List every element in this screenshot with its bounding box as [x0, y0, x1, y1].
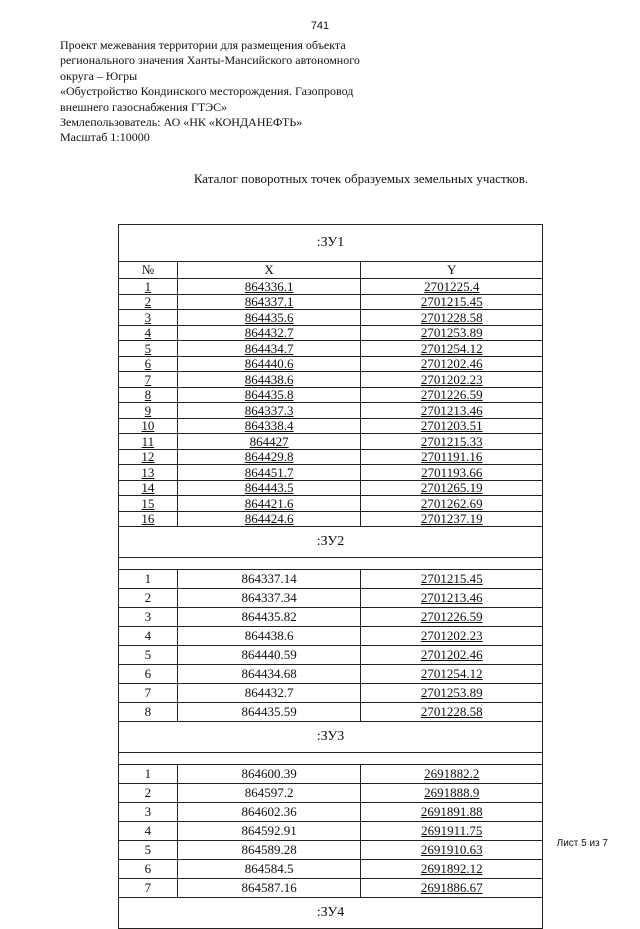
point-number: 2 [119, 294, 178, 310]
table-header-row [119, 262, 543, 279]
point-number: 13 [119, 465, 178, 481]
spacer-cell [119, 753, 543, 765]
header-line: Землепользователь: АО «НК «КОНДАНЕФТЬ» [60, 115, 303, 130]
section-title: :ЗУ4 [119, 898, 543, 929]
header-line: округа – Югры [60, 68, 138, 83]
table-row [119, 784, 543, 803]
y-coordinate: 2691911.75 [361, 822, 543, 841]
x-coordinate: 864451.7 [177, 465, 361, 481]
x-coordinate: 864427 [177, 434, 361, 450]
point-number: 12 [119, 449, 178, 465]
point-number: 1 [119, 765, 178, 784]
column-header-y: Y [361, 262, 543, 279]
y-coordinate: 2701203.51 [361, 418, 543, 434]
sheet-label: Лист 5 из 7 [556, 838, 608, 849]
x-coordinate: 864337.1 [177, 294, 361, 310]
x-coordinate: 864337.34 [177, 589, 361, 608]
table-row [119, 765, 543, 784]
x-coordinate: 864435.59 [177, 703, 361, 722]
x-coordinate: 864429.8 [177, 449, 361, 465]
table-row [119, 665, 543, 684]
point-number: 2 [119, 784, 178, 803]
point-number: 5 [119, 841, 178, 860]
y-coordinate: 2701202.46 [361, 646, 543, 665]
x-coordinate: 864435.8 [177, 387, 361, 403]
point-number: 3 [119, 803, 178, 822]
document-header [60, 38, 480, 146]
table-row [119, 418, 543, 434]
y-coordinate: 2691882.2 [361, 765, 543, 784]
x-coordinate: 864438.6 [177, 372, 361, 388]
table-row [119, 703, 543, 722]
catalog-title [0, 171, 640, 187]
x-coordinate: 864597.2 [177, 784, 361, 803]
section-title-row [119, 722, 543, 753]
spacer-row [119, 558, 543, 570]
y-coordinate: 2701215.45 [361, 570, 543, 589]
point-number: 6 [119, 665, 178, 684]
x-coordinate: 864424.6 [177, 511, 361, 527]
point-number: 4 [119, 627, 178, 646]
table-row [119, 608, 543, 627]
y-coordinate: 2701193.66 [361, 465, 543, 481]
x-coordinate: 864443.5 [177, 480, 361, 496]
spacer-row [119, 753, 543, 765]
point-number: 9 [119, 403, 178, 419]
table-row [119, 465, 543, 481]
point-number: 15 [119, 496, 178, 512]
table-row [119, 434, 543, 450]
table-row [119, 511, 543, 527]
point-number: 4 [119, 822, 178, 841]
section-title: :ЗУ1 [119, 225, 543, 262]
y-coordinate: 2691891.88 [361, 803, 543, 822]
y-coordinate: 2701225.4 [361, 279, 543, 295]
y-coordinate: 2701265.19 [361, 480, 543, 496]
table-row [119, 803, 543, 822]
y-coordinate: 2701226.59 [361, 608, 543, 627]
table-row [119, 822, 543, 841]
table-row [119, 627, 543, 646]
x-coordinate: 864337.3 [177, 403, 361, 419]
table-row [119, 387, 543, 403]
x-coordinate: 864338.4 [177, 418, 361, 434]
y-coordinate: 2701202.23 [361, 627, 543, 646]
point-number: 5 [119, 646, 178, 665]
point-number: 7 [119, 879, 178, 898]
x-coordinate: 864432.7 [177, 325, 361, 341]
y-coordinate: 2701215.33 [361, 434, 543, 450]
section-title: :ЗУ3 [119, 722, 543, 753]
table-row [119, 341, 543, 357]
y-coordinate: 2701253.89 [361, 325, 543, 341]
y-coordinate: 2691888.9 [361, 784, 543, 803]
x-coordinate: 864440.59 [177, 646, 361, 665]
table-row [119, 279, 543, 295]
y-coordinate: 2701254.12 [361, 341, 543, 357]
x-coordinate: 864432.7 [177, 684, 361, 703]
x-coordinate: 864434.68 [177, 665, 361, 684]
table-row [119, 356, 543, 372]
table-row [119, 310, 543, 326]
section-title-row [119, 898, 543, 929]
x-coordinate: 864440.6 [177, 356, 361, 372]
point-number: 3 [119, 608, 178, 627]
point-number: 2 [119, 589, 178, 608]
header-line: «Обустройство Кондинского месторождения. Газопровод [60, 84, 354, 99]
point-number: 7 [119, 684, 178, 703]
column-header-x: X [177, 262, 361, 279]
y-coordinate: 2701191.16 [361, 449, 543, 465]
point-number: 3 [119, 310, 178, 326]
x-coordinate: 864584.5 [177, 860, 361, 879]
point-number: 1 [119, 570, 178, 589]
y-coordinate: 2701253.89 [361, 684, 543, 703]
point-number: 6 [119, 860, 178, 879]
y-coordinate: 2701202.23 [361, 372, 543, 388]
y-coordinate: 2701228.58 [361, 310, 543, 326]
x-coordinate: 864337.14 [177, 570, 361, 589]
header-line: Масштаб 1:10000 [60, 130, 150, 145]
y-coordinate: 2701228.58 [361, 703, 543, 722]
y-coordinate: 2701262.69 [361, 496, 543, 512]
x-coordinate: 864421.6 [177, 496, 361, 512]
table-row [119, 372, 543, 388]
y-coordinate: 2691886.67 [361, 879, 543, 898]
section-title-row [119, 527, 543, 558]
point-number: 11 [119, 434, 178, 450]
header-line: регионального значения Ханты-Мансийского автономного [60, 53, 360, 68]
section-title-row [119, 225, 543, 262]
point-number: 16 [119, 511, 178, 527]
table-row [119, 684, 543, 703]
point-number: 14 [119, 480, 178, 496]
x-coordinate: 864434.7 [177, 341, 361, 357]
x-coordinate: 864600.39 [177, 765, 361, 784]
point-number: 8 [119, 387, 178, 403]
x-coordinate: 864589.28 [177, 841, 361, 860]
y-coordinate: 2691910.63 [361, 841, 543, 860]
table-row [119, 294, 543, 310]
catalog-title-text: Каталог поворотных точек образуемых земельных участков. [193, 171, 529, 186]
y-coordinate: 2701237.19 [361, 511, 543, 527]
spacer-cell [119, 558, 543, 570]
table-row [119, 860, 543, 879]
x-coordinate: 864435.82 [177, 608, 361, 627]
table-row [119, 570, 543, 589]
header-line: Проект межевания территории для размещения объекта [60, 38, 346, 52]
column-header-number: № [119, 262, 178, 279]
y-coordinate: 2701213.46 [361, 403, 543, 419]
table-row [119, 480, 543, 496]
header-line: внешнего газоснабжения ГТЭС» [60, 99, 228, 114]
table-row [119, 646, 543, 665]
x-coordinate: 864602.36 [177, 803, 361, 822]
y-coordinate: 2701254.12 [361, 665, 543, 684]
x-coordinate: 864435.6 [177, 310, 361, 326]
x-coordinate: 864587.16 [177, 879, 361, 898]
section-title: :ЗУ2 [119, 527, 543, 558]
table-row [119, 449, 543, 465]
point-number: 8 [119, 703, 178, 722]
y-coordinate: 2701215.45 [361, 294, 543, 310]
coordinates-table [118, 224, 543, 929]
point-number: 4 [119, 325, 178, 341]
y-coordinate: 2691892.12 [361, 860, 543, 879]
point-number: 7 [119, 372, 178, 388]
table-row [119, 496, 543, 512]
coordinates-table-body [119, 225, 543, 929]
x-coordinate: 864336.1 [177, 279, 361, 295]
table-row [119, 403, 543, 419]
point-number: 1 [119, 279, 178, 295]
table-row [119, 879, 543, 898]
point-number: 10 [119, 418, 178, 434]
point-number: 6 [119, 356, 178, 372]
point-number: 5 [119, 341, 178, 357]
y-coordinate: 2701202.46 [361, 356, 543, 372]
y-coordinate: 2701226.59 [361, 387, 543, 403]
x-coordinate: 864438.6 [177, 627, 361, 646]
y-coordinate: 2701213.46 [361, 589, 543, 608]
page-number: 741 [310, 20, 330, 32]
table-row [119, 589, 543, 608]
table-row [119, 325, 543, 341]
x-coordinate: 864592.91 [177, 822, 361, 841]
table-row [119, 841, 543, 860]
